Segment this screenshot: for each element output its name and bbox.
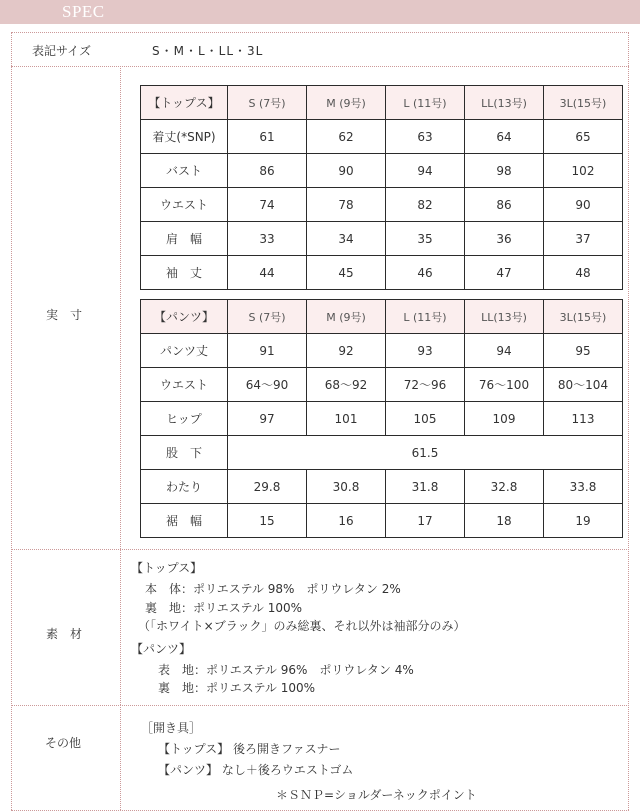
table-row (141, 334, 623, 368)
table-header-cell: 3L(15号) (544, 300, 623, 334)
table-cell: 36 (465, 222, 544, 256)
table-row (141, 470, 623, 504)
table-cell: 72〜96 (386, 368, 465, 402)
material-label: 素 材 (46, 627, 83, 641)
divider (11, 705, 629, 706)
other-line: 【トップス】 後ろ開きファスナー (158, 742, 341, 756)
table-cell: 90 (544, 188, 623, 222)
table-cell: 109 (465, 402, 544, 436)
table-cell: 76〜100 (465, 368, 544, 402)
table-cell: 29.8 (228, 470, 307, 504)
table-row (141, 222, 623, 256)
table-cell: 33 (228, 222, 307, 256)
table-cell: 113 (544, 402, 623, 436)
table-row (141, 402, 623, 436)
table-cell: 15 (228, 504, 307, 538)
table-row (141, 154, 623, 188)
table-header-row (141, 86, 623, 120)
material-line: 裏 地：ポリエステル 100% (158, 681, 316, 695)
divider (11, 32, 629, 33)
material-line: 表 地：ポリエステル 96% ポリウレタン 4% (158, 663, 414, 677)
table-row (141, 436, 623, 470)
material-line: （「ホワイト×ブラック」のみ総裏、それ以外は袖部分のみ） (138, 619, 466, 633)
table-cell: 65 (544, 120, 623, 154)
table-header-cell: M (9号) (307, 300, 386, 334)
table-cell: 35 (386, 222, 465, 256)
table-cell: 16 (307, 504, 386, 538)
table-cell: 61 (228, 120, 307, 154)
table-cell: 裾 幅 (141, 504, 228, 538)
other-line: 【パンツ】 なし＋後ろウエストゴム (158, 763, 354, 777)
spec-title: SPEC (62, 2, 105, 21)
table-cell: 34 (307, 222, 386, 256)
table-cell: ヒップ (141, 402, 228, 436)
measure-label: 実 寸 (46, 308, 83, 322)
table-header-cell: S (7号) (228, 86, 307, 120)
table-header-cell: S (7号) (228, 300, 307, 334)
table-cell: 82 (386, 188, 465, 222)
table-header-cell: 【トップス】 (141, 86, 228, 120)
table-cell: 80〜104 (544, 368, 623, 402)
table-cell: 92 (307, 334, 386, 368)
table-cell: 90 (307, 154, 386, 188)
table-cell: 94 (386, 154, 465, 188)
table-cell: 48 (544, 256, 623, 290)
material-line: 【トップス】 (131, 561, 203, 575)
table-cell: 着丈(*SNP) (141, 120, 228, 154)
table-header-cell: M (9号) (307, 86, 386, 120)
table-cell: 91 (228, 334, 307, 368)
table-cell: 61.5 (228, 436, 623, 470)
table-row (141, 368, 623, 402)
table-cell: 47 (465, 256, 544, 290)
table-cell: 45 (307, 256, 386, 290)
table-cell: 肩 幅 (141, 222, 228, 256)
other-label: その他 (45, 736, 82, 750)
column-divider (120, 549, 121, 705)
table-row (141, 256, 623, 290)
table-header-cell: 【パンツ】 (141, 300, 228, 334)
table-cell: 袖 丈 (141, 256, 228, 290)
material-line: 【パンツ】 (131, 642, 192, 656)
table-cell: 44 (228, 256, 307, 290)
table-cell: 86 (465, 188, 544, 222)
table-cell: 63 (386, 120, 465, 154)
footnote: ＊ＳＮＰ=ショルダーネックポイント (276, 788, 477, 802)
table-cell: 17 (386, 504, 465, 538)
table-cell: 30.8 (307, 470, 386, 504)
table-row (141, 188, 623, 222)
table-cell: 94 (465, 334, 544, 368)
table-cell: ウエスト (141, 188, 228, 222)
divider (11, 549, 629, 550)
divider (11, 66, 629, 67)
column-divider (120, 66, 121, 549)
table-cell: 37 (544, 222, 623, 256)
table-cell: 93 (386, 334, 465, 368)
table-cell: 46 (386, 256, 465, 290)
table-row (141, 504, 623, 538)
table-cell: 18 (465, 504, 544, 538)
table-cell: 62 (307, 120, 386, 154)
table-cell: 105 (386, 402, 465, 436)
table-header-cell: L (11号) (386, 300, 465, 334)
table-cell: 33.8 (544, 470, 623, 504)
table-header-row (141, 300, 623, 334)
pants-size-table (140, 299, 623, 538)
size-label: 表記サイズ (32, 44, 92, 58)
table-header-cell: LL(13号) (465, 300, 544, 334)
table-header-cell: L (11号) (386, 86, 465, 120)
table-cell: わたり (141, 470, 228, 504)
table-cell: 74 (228, 188, 307, 222)
table-cell: 68〜92 (307, 368, 386, 402)
table-cell: パンツ丈 (141, 334, 228, 368)
table-cell: 31.8 (386, 470, 465, 504)
table-cell: ウエスト (141, 368, 228, 402)
table-cell: 86 (228, 154, 307, 188)
size-value: S・M・L・LL・3L (152, 44, 264, 58)
table-cell: 98 (465, 154, 544, 188)
table-cell: 64 (465, 120, 544, 154)
table-cell: 78 (307, 188, 386, 222)
table-cell: 股 下 (141, 436, 228, 470)
table-row (141, 120, 623, 154)
tops-size-table (140, 85, 623, 290)
spec-header (0, 0, 640, 24)
table-header-cell: 3L(15号) (544, 86, 623, 120)
table-cell: 97 (228, 402, 307, 436)
material-line: 裏 地：ポリエステル 100% (145, 601, 303, 615)
table-cell: 64〜90 (228, 368, 307, 402)
other-line: ［開き具］ (141, 721, 202, 735)
table-cell: 95 (544, 334, 623, 368)
column-divider (120, 705, 121, 810)
table-cell: 19 (544, 504, 623, 538)
table-cell: バスト (141, 154, 228, 188)
table-cell: 102 (544, 154, 623, 188)
material-line: 本 体：ポリエステル 98% ポリウレタン 2% (145, 582, 401, 596)
table-cell: 32.8 (465, 470, 544, 504)
table-cell: 101 (307, 402, 386, 436)
table-header-cell: LL(13号) (465, 86, 544, 120)
